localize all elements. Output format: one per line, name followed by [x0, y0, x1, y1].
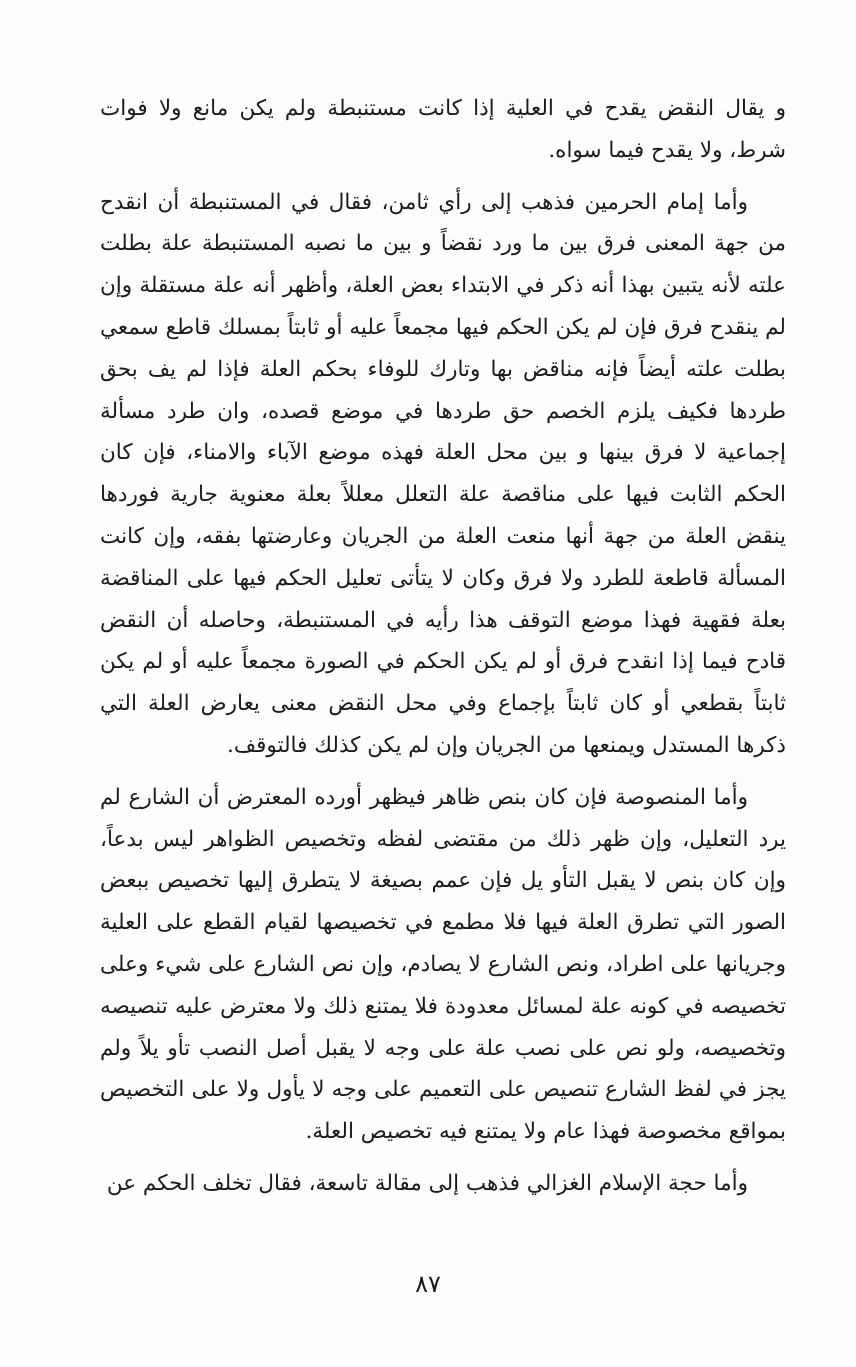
paragraph-4: وأما حجة الإسلام الغزالي فذهب إلى مقالة تاسعة، فقال تخلف الحكم عن [106, 1170, 748, 1196]
page-body-text [100, 88, 786, 1215]
paragraph-2: وأما إمام الحرمين فذهب إلى رأي ثامن، فقال في المستنبطة أن انقدح من جهة المعنى فرق بين ما ورد نقضاً و بين ما نصبه المستنبطة علة بطلت علته لأنه يتبين بهذا أنه ذكر في الابتداء بعض العلة، وأظهر أنه علة مستقلة وإن لم ينقدح فرق فإن لم يكن الحكم فيها مجمعاً عليه أو ثابتاً بمسلك قاطع سمعي بطلت علته أيضاً فإنه مناقض بها وتارك للوفاء بحكم العلة فإذا لم يف بحق طردها فكيف يلزم الخصم حق طردها في موضع قصده، وان طرد مسألة إجماعية لا فرق بينها و بين محل العلة فهذه موضع الآباء والامناء، فإن كان الحكم الثابت فيها على مناقصة علة التعلل معللاً بعلة معنوية جارية فوردها ينقض العلة من جهة أنها منعت العلة من الجريان وعارضتها بفقه، وإن كانت المسألة قاطعة للطرد ولا فرق وكان لا يتأتى تعليل الحكم فيها على المناقضة بعلة فقهية فهذا موضع التوقف هذا رأيه في المستنبطة، وحاصله أن النقض قادح فيما إذا انقدح فرق أو لم يكن الحكم في الصورة مجمعاً عليه أو لم يكن ثابتاً بقطعي أو كان ثابتاً بإجماع وفي محل النقض معنى يعارض العلة التي ذكرها المستدل ويمنعها من الجريان وإن لم يكن كذلك فالتوقف. [100, 189, 786, 758]
paragraph-1: و يقال النقض يقدح في العلية إذا كانت مستنبطة ولم يكن مانع ولا فوات شرط، ولا يقدح فيما سواه. [100, 96, 786, 163]
paragraph-3: وأما المنصوصة فإن كان بنص ظاهر فيظهر أورده المعترض أن الشارع لم يرد التعليل، وإن ظهر ذلك من مقتضى لفظه وتخصيص الظواهر ليس بدعاً، وإن كان بنص لا يقبل التأو يل فإن عمم بصيغة لا يتطرق إليها تخصيص ببعض الصور التي تطرق العلة فيها فلا مطمع في تخصيصها لقيام القطع على العلية وجريانها على اطراد، ونص الشارع لا يصادم، وإن نص الشارع على شيء وعلى تخصيصه في كونه علة لمسائل معدودة فلا يمتنع ذلك ولا معترض عليه تنصيصه وتخصيصه، ولو نص على نصب علة على وجه لا يقبل أصل النصب تأو يلاً ولم يجز في لفظ الشارع تنصيص على التعميم على وجه لا يأول ولا على التخصيص بمواقع مخصوصة فهذا عام ولا يمتنع فيه تخصيص العلة. [100, 784, 786, 1145]
page-number: ٨٧ [415, 1270, 441, 1298]
